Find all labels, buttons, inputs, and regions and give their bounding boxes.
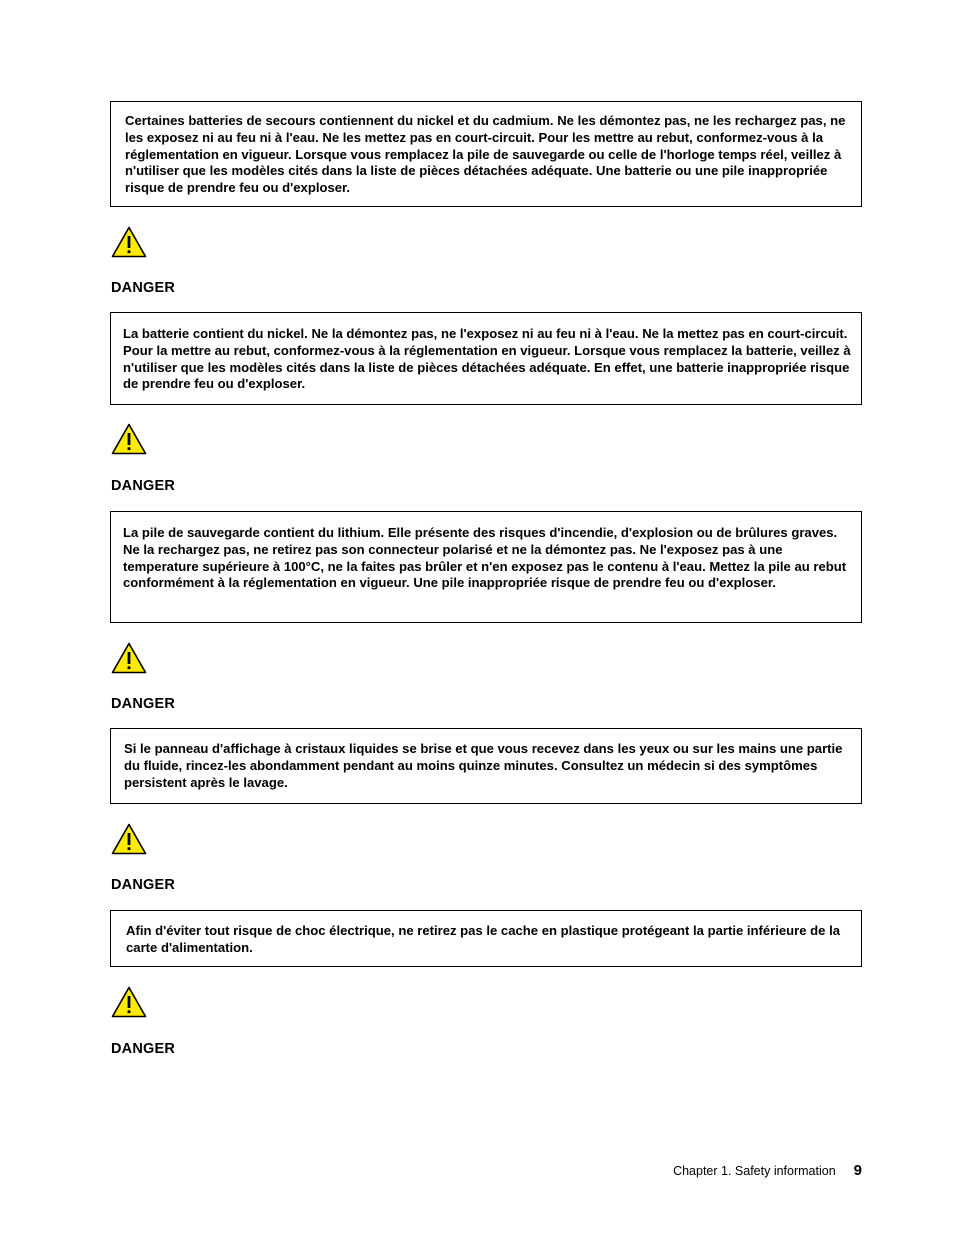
footer-chapter-title: Chapter 1. Safety information: [673, 1164, 836, 1178]
warning-triangle-icon: [111, 823, 147, 855]
page-number: 9: [853, 1162, 862, 1179]
danger-heading: DANGER: [111, 877, 176, 893]
warning-triangle-icon: [111, 226, 147, 258]
warning-triangle-icon: [111, 423, 147, 455]
warning-triangle-icon: [111, 642, 147, 674]
danger-heading: DANGER: [111, 478, 176, 494]
notice-box: [110, 511, 862, 623]
danger-heading: DANGER: [111, 1041, 176, 1057]
page-footer: [673, 1162, 862, 1179]
danger-heading: DANGER: [111, 696, 176, 712]
notice-box: [110, 910, 862, 967]
notice-text: Si le panneau d'affichage à cristaux liquides se brise et que vous recevez dans les yeux ou sur les mains une partie du fluide, rincez-les abondamment pendant au moins quinze minutes. Consultez un médecin si des symptômes persistent après le lavage.: [124, 741, 843, 790]
warning-triangle-icon: [111, 986, 147, 1018]
notice-box: [110, 728, 862, 804]
danger-heading: DANGER: [111, 280, 176, 296]
notice-box: [110, 312, 862, 405]
notice-box: [110, 101, 862, 207]
notice-text: La pile de sauvegarde contient du lithium. Elle présente des risques d'incendie, d'explosion ou de brûlures graves. Ne la rechargez pas, ne retirez pas son connecteur polarisé et ne la démontez pas. Ne l'exposez pas à une temperature supérieure à 100°C, ne la faites pas brûler et n'en exposez pas le contenu à l'eau. Mettez la pile au rebut conformément à la réglementation en vigueur. Une pile inappropriée risque de prendre feu ou d'exploser.: [123, 525, 847, 591]
notice-text: Certaines batteries de secours contiennent du nickel et du cadmium. Ne les démontez pas, ne les rechargez pas, ne les exposez ni au feu ni à l'eau. Ne les mettez pas en court-circuit. Pour les mettre au rebut, conformez-vous à la réglementation en vigueur. Lorsque vous remplacez la pile de sauvegarde ou celle de l'horloge temps réel, veillez à n'utiliser que les modèles cités dans la liste de pièces détachées adéquate. Une batterie ou une pile inappropriée risque de prendre feu ou d'exploser.: [125, 113, 846, 196]
notice-text: Afin d'éviter tout risque de choc électrique, ne retirez pas le cache en plastique protégeant la partie inférieure de la carte d'alimentation.: [126, 923, 841, 955]
notice-text: La batterie contient du nickel. Ne la démontez pas, ne l'exposez ni au feu ni à l'eau. Ne la mettez pas en court-circuit. Pour la mettre au rebut, conformez-vous à la réglementation en vigueur. Lorsque vous remplacez la batterie, veillez à n'utiliser que les modèles cités dans la liste de pièces détachées adéquate. En effet, une batterie inappropriée risque de prendre feu ou d'exploser.: [123, 326, 851, 392]
